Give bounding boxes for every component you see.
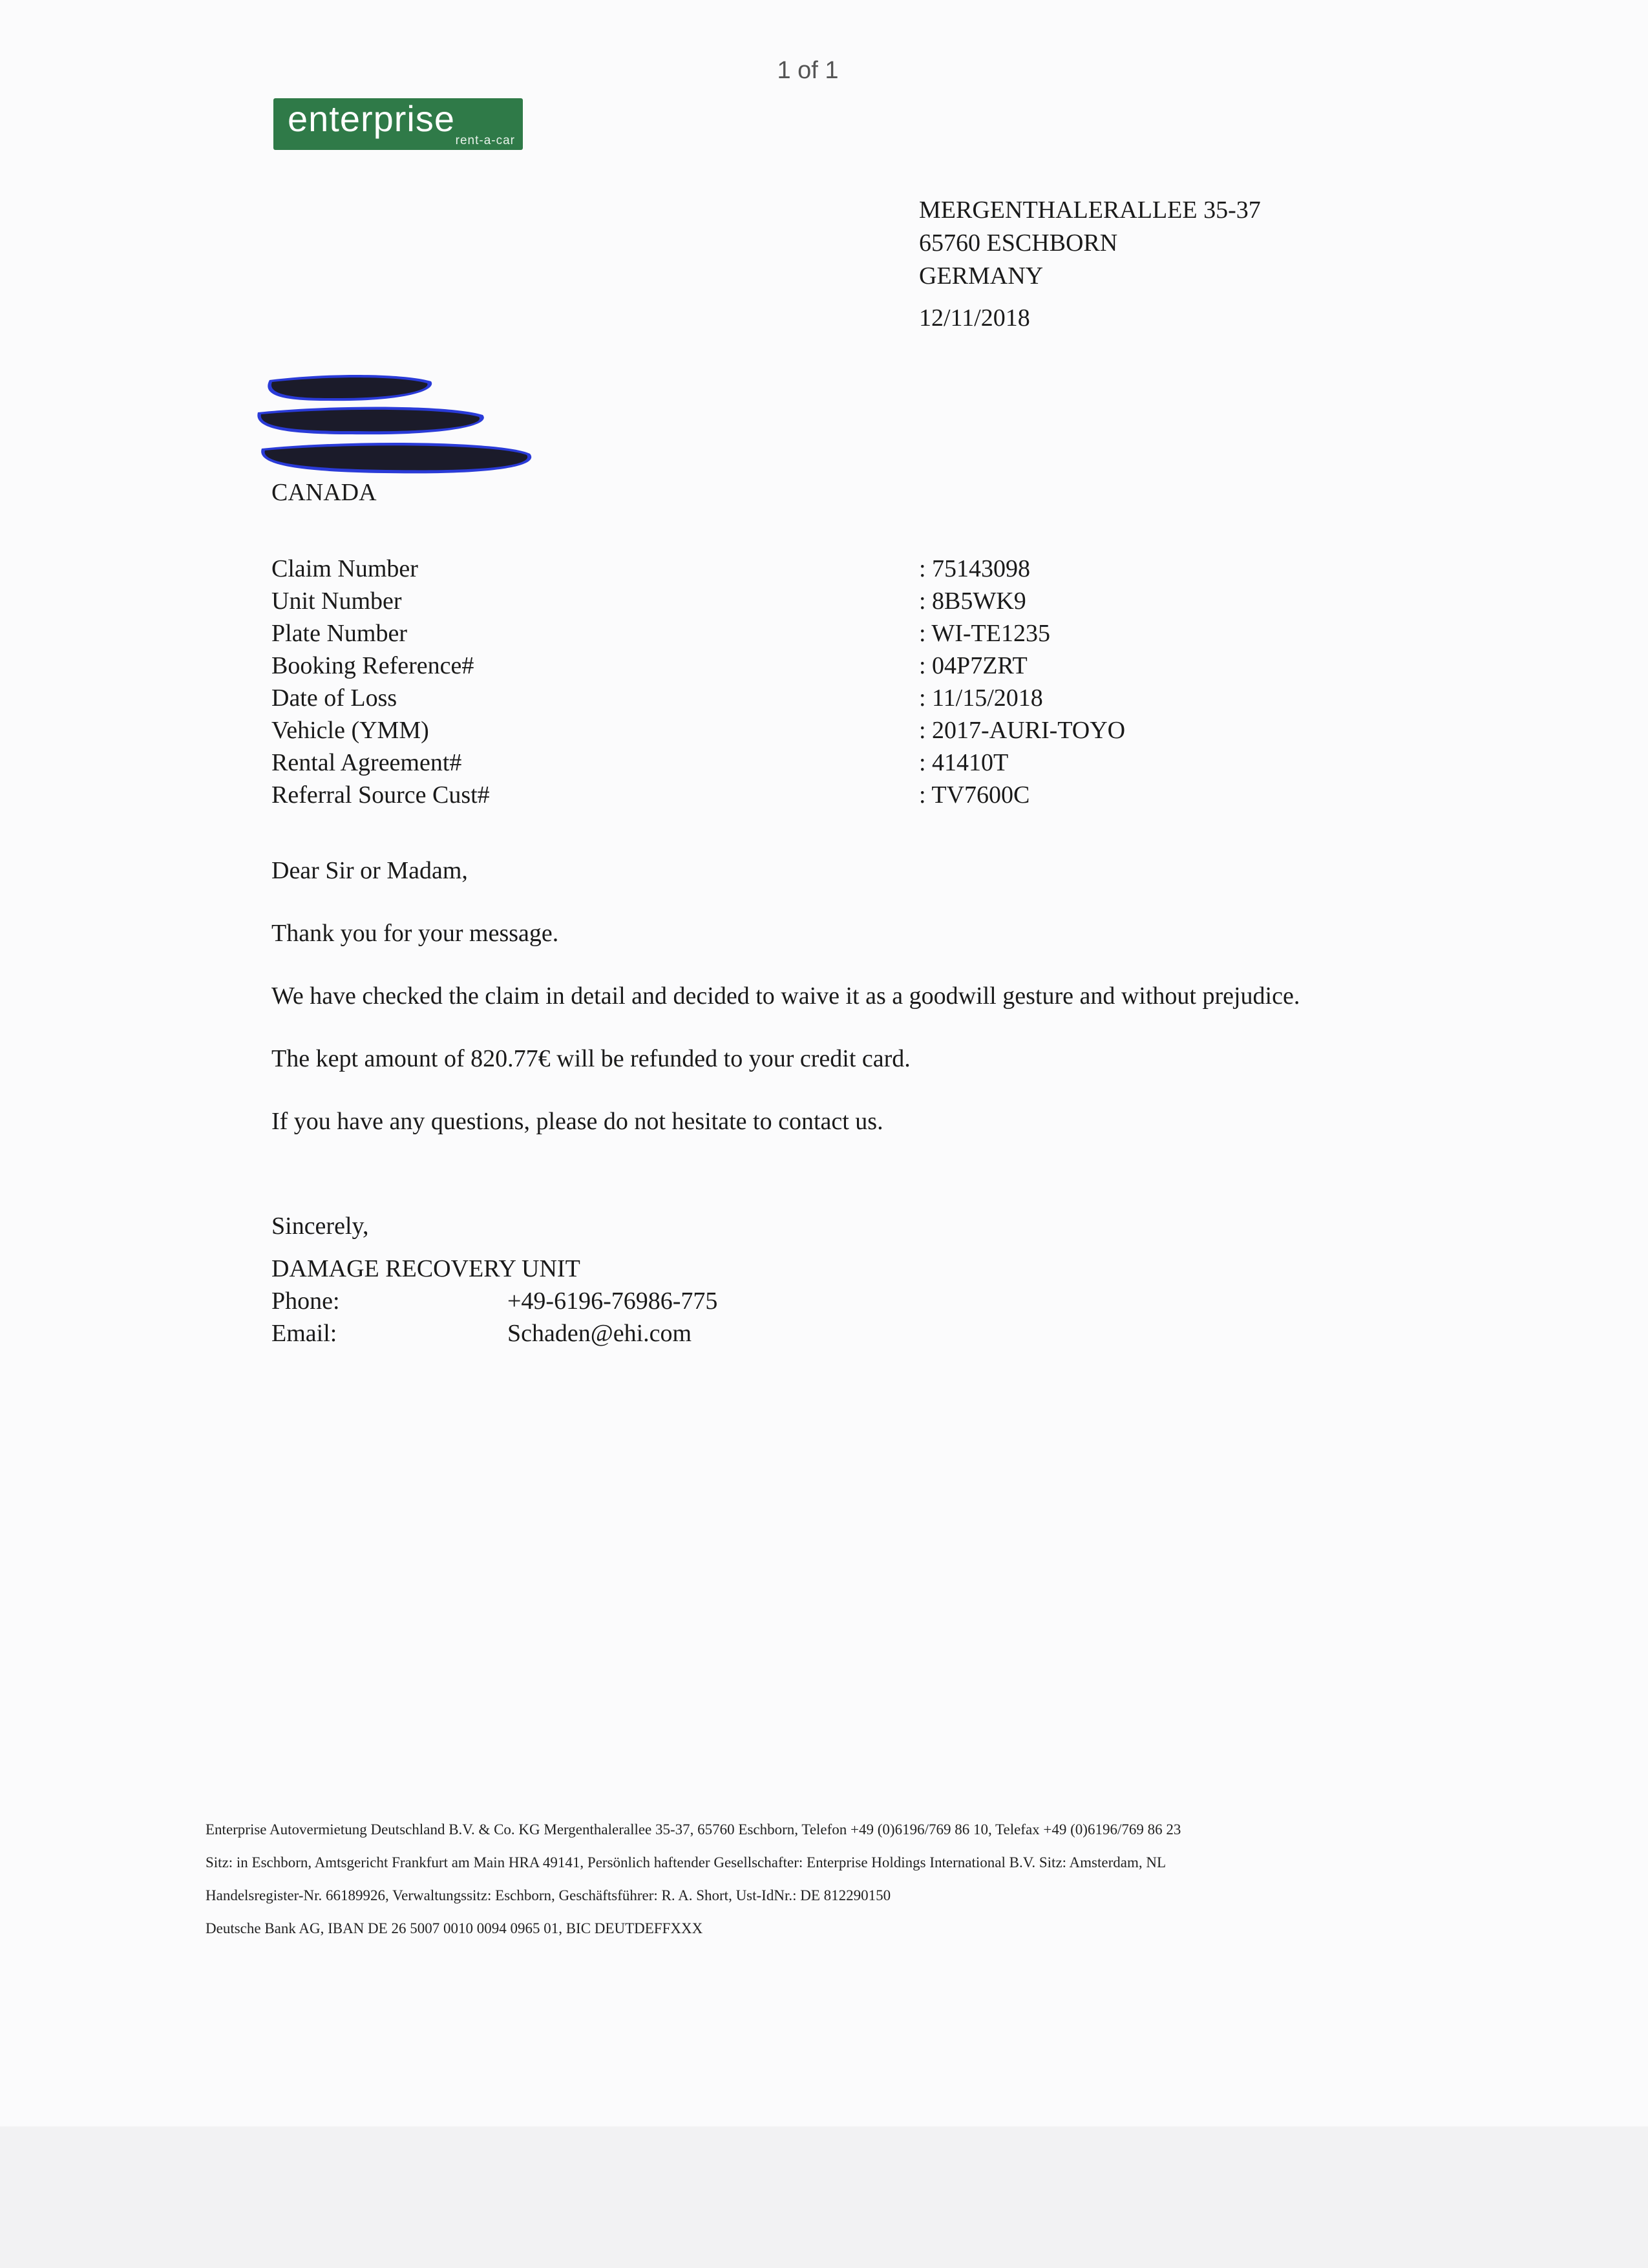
closing: Sincerely, (271, 1213, 369, 1240)
plate-number-row (271, 617, 1241, 650)
department-name: DAMAGE RECOVERY UNIT (271, 1255, 580, 1282)
footer-line: Handelsregister-Nr. 66189926, Verwaltungssitz: Eschborn, Geschäftsführer: R. A. Short, Ust-IdNr.: DE 812290150 (206, 1887, 891, 1903)
address-street: MERGENTHALERALLEE 35-37 (919, 196, 1261, 224)
claim-details (271, 553, 1241, 811)
field-value: : TV7600C (919, 781, 1030, 809)
phone-label: Phone: (271, 1288, 340, 1315)
phone-number: +49-6196-76986-775 (507, 1288, 718, 1315)
unit-number-row (271, 585, 1241, 617)
sender-address (919, 194, 1261, 293)
date-of-loss-row (271, 682, 1241, 714)
redaction-marks (257, 375, 531, 473)
body-paragraph: The kept amount of 820.77€ will be refunded to your credit card. (271, 1045, 911, 1072)
field-label: Plate Number (271, 620, 408, 647)
vehicle-row (271, 714, 1241, 747)
address-country: GERMANY (919, 262, 1044, 290)
company-footer (206, 1813, 1433, 1945)
field-label: Unit Number (271, 588, 402, 615)
email-row (271, 1317, 918, 1350)
footer-line: Sitz: in Eschborn, Amtsgericht Frankfurt am Main HRA 49141, Persönlich haftender Gesellschafter: Enterprise Holdings International B.V. Sitz: Amsterdam, NL (206, 1854, 1166, 1871)
booking-reference-row (271, 650, 1241, 682)
field-label: Claim Number (271, 555, 418, 582)
body-paragraph: We have checked the claim in detail and decided to waive it as a goodwill gesture and without prejudice. (271, 982, 1300, 1010)
logo-tagline: rent-a-car (455, 134, 515, 147)
recipient-country: CANADA (271, 479, 377, 506)
body-paragraph: Thank you for your message. (271, 920, 559, 947)
enterprise-logo (273, 98, 523, 150)
field-label: Booking Reference# (271, 652, 474, 679)
field-label: Referral Source Cust# (271, 781, 490, 809)
address-city: 65760 ESCHBORN (919, 229, 1118, 257)
field-value: : 11/15/2018 (919, 684, 1043, 712)
letter-date: 12/11/2018 (919, 304, 1030, 332)
field-label: Vehicle (YMM) (271, 717, 429, 744)
field-value: : 75143098 (919, 555, 1031, 582)
signature-block (271, 1210, 918, 1350)
referral-source-row (271, 779, 1241, 811)
footer-line: Enterprise Autovermietung Deutschland B.V. & Co. KG Mergenthalerallee 35-37, 65760 Eschborn, Telefon +49 (0)6196/769 86 10, Telefax +49 (0)6196/769 86 23 (206, 1821, 1181, 1838)
body-paragraph: If you have any questions, please do not hesitate to contact us. (271, 1108, 883, 1135)
footer-line: Deutsche Bank AG, IBAN DE 26 5007 0010 0094 0965 01, BIC DEUTDEFFXXX (206, 1920, 703, 1936)
salutation: Dear Sir or Madam, (271, 857, 468, 884)
field-value: : 8B5WK9 (919, 588, 1026, 615)
page-indicator: 1 of 1 (777, 57, 839, 84)
email-label: Email: (271, 1320, 337, 1347)
field-value: : 04P7ZRT (919, 652, 1028, 679)
redacted-recipient-address (255, 368, 540, 478)
field-value: : 2017-AURI-TOYO (919, 717, 1126, 744)
field-label: Date of Loss (271, 684, 397, 712)
claim-number-row (271, 553, 1241, 585)
scan-bottom-margin (0, 2126, 1648, 2268)
logo-wordmark: enterprise (288, 98, 456, 139)
field-value: : WI-TE1235 (919, 620, 1050, 647)
field-label: Rental Agreement# (271, 749, 462, 776)
email-address: Schaden@ehi.com (507, 1320, 692, 1347)
letter-body (271, 854, 1305, 1168)
phone-row (271, 1285, 918, 1317)
field-value: : 41410T (919, 749, 1009, 776)
rental-agreement-row (271, 747, 1241, 779)
